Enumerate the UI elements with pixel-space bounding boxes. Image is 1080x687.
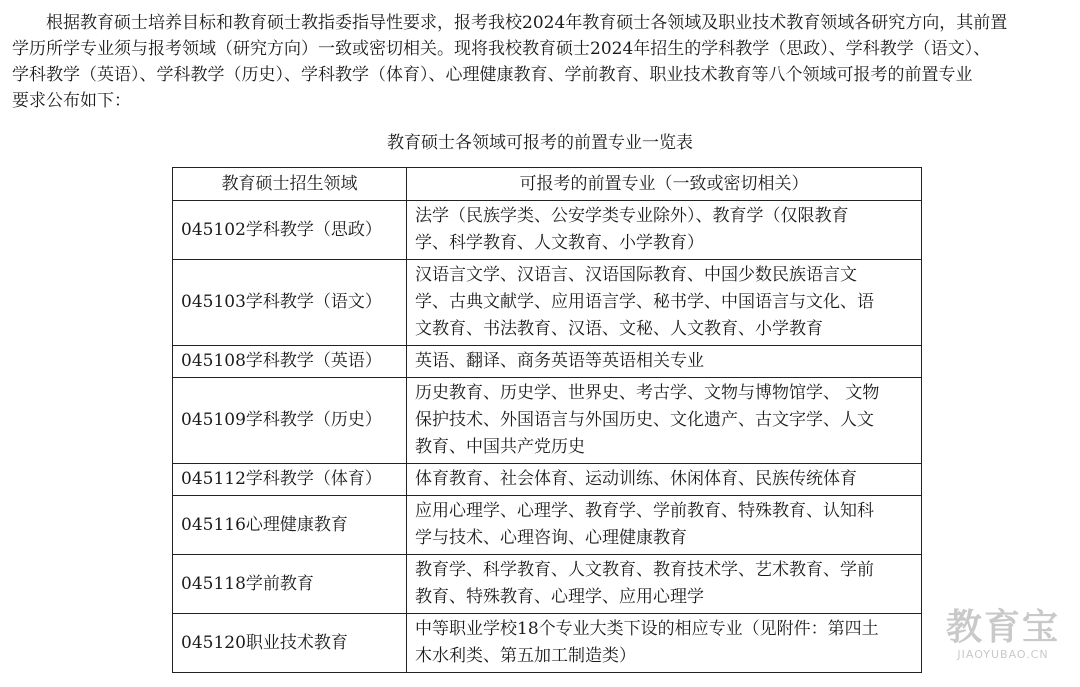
- majors-line: 木水利类、第五加工制造类）: [415, 646, 636, 666]
- intro-line: 要求公布如下：: [12, 91, 131, 111]
- intro-paragraph: [12, 10, 1070, 114]
- intro-line: 学科教学（英语）、学科教学（历史）、学科教学（体育）、心理健康教育、学前教育、职业技术教育等八个领域可报考的前置专业: [12, 65, 973, 85]
- majors-line: 保护技术、外国语言与外国历史、文化遗产、古文字学、人文: [415, 410, 874, 430]
- table-row: [173, 201, 922, 260]
- majors-line: 学、古典文献学、应用语言学、秘书学、中国语言与文化、语: [415, 292, 874, 312]
- table-row: [173, 378, 922, 464]
- majors-line: 教育、特殊教育、心理学、应用心理学: [415, 587, 704, 607]
- field-cell: 045102学科教学（思政）: [173, 201, 407, 260]
- majors-line: 体育教育、社会体育、运动训练、休闲体育、民族传统体育: [415, 469, 857, 489]
- watermark-sub-text: JIAOYUBAO.CN: [957, 648, 1049, 661]
- majors-cell: [407, 260, 922, 346]
- column-header-majors: 可报考的前置专业（一致或密切相关）: [407, 168, 922, 201]
- watermark-logo: [946, 608, 1060, 662]
- table-row: [173, 464, 922, 496]
- majors-line: 教育学、科学教育、人文教育、教育技术学、艺术教育、学前: [415, 560, 874, 580]
- field-cell: 045116心理健康教育: [173, 496, 407, 555]
- field-cell: 045109学科教学（历史）: [173, 378, 407, 464]
- majors-line: 文教育、书法教育、汉语、文秘、人文教育、小学教育: [415, 319, 823, 339]
- majors-line: 学、科学教育、人文教育、小学教育）: [415, 233, 704, 253]
- majors-line: 历史教育、历史学、世界史、考古学、文物与博物馆学、 文物: [415, 383, 880, 403]
- majors-line: 应用心理学、心理学、教育学、学前教育、特殊教育、认知科: [415, 501, 874, 521]
- majors-line: 英语、翻译、商务英语等英语相关专业: [415, 351, 704, 371]
- table-row: [173, 260, 922, 346]
- majors-line: 学与技术、心理咨询、心理健康教育: [415, 528, 687, 548]
- majors-line: 教育、中国共产党历史: [415, 437, 585, 457]
- requirements-table: [172, 167, 922, 673]
- majors-line: 汉语言文学、汉语言、汉语国际教育、中国少数民族语言文: [415, 265, 857, 285]
- field-cell: 045112学科教学（体育）: [173, 464, 407, 496]
- field-cell: 045108学科教学（英语）: [173, 346, 407, 378]
- table-row: [173, 555, 922, 614]
- field-cell: 045103学科教学（语文）: [173, 260, 407, 346]
- table-row: [173, 614, 922, 673]
- table-header-row: [173, 168, 922, 201]
- field-cell: 045118学前教育: [173, 555, 407, 614]
- majors-cell: [407, 496, 922, 555]
- majors-line: 中等职业学校18个专业大类下设的相应专业（见附件：第四土: [415, 619, 879, 639]
- table-row: [173, 346, 922, 378]
- majors-cell: [407, 378, 922, 464]
- majors-cell: [407, 614, 922, 673]
- field-cell: 045120职业技术教育: [173, 614, 407, 673]
- watermark-main-text: 教育宝: [945, 607, 1060, 648]
- majors-cell: [407, 555, 922, 614]
- table-row: [173, 496, 922, 555]
- majors-cell: [407, 464, 922, 496]
- majors-cell: [407, 201, 922, 260]
- intro-line: 根据教育硕士培养目标和教育硕士教指委指导性要求，报考我校2024年教育硕士各领域及职业技术教育领域各研究方向，其前置: [46, 13, 1008, 33]
- majors-cell: [407, 346, 922, 378]
- table-caption: 教育硕士各领域可报考的前置专业一览表: [387, 133, 693, 153]
- majors-line: 法学（民族学类、公安学类专业除外）、教育学（仅限教育: [415, 206, 849, 226]
- column-header-field: 教育硕士招生领域: [173, 168, 407, 201]
- intro-line: 学历所学专业须与报考领域（研究方向）一致或密切相关。现将我校教育硕士2024年招生的学科教学（思政）、学科教学（语文）、: [12, 39, 991, 59]
- table-body: [173, 201, 922, 673]
